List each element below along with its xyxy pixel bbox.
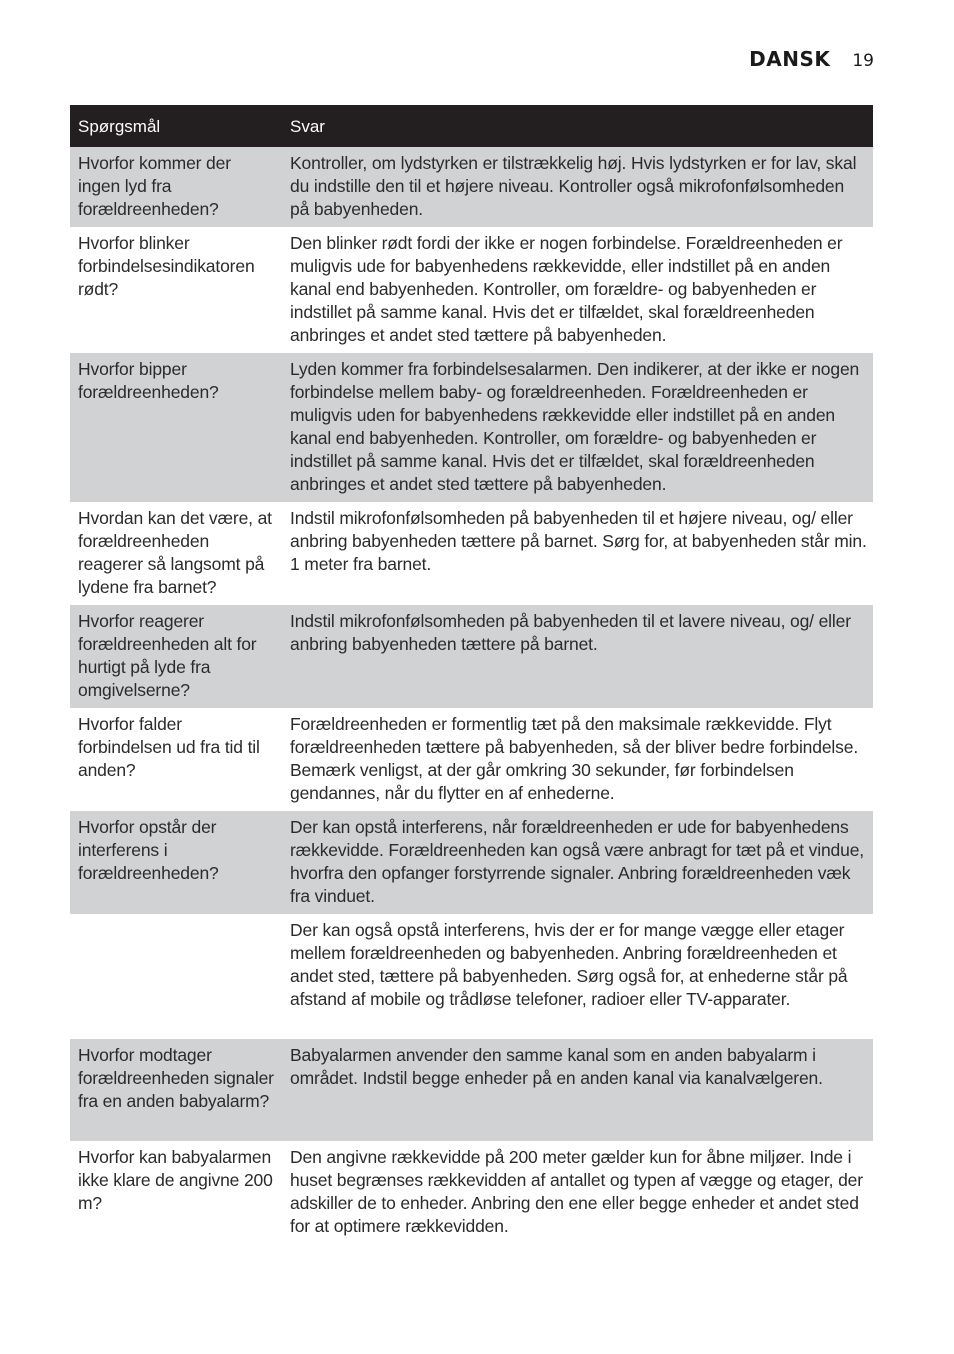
table-row	[70, 605, 873, 708]
table-header-row	[70, 105, 873, 147]
answer-cell: Der kan også opstå interferens, hvis der er for mange vægge eller etager mellem forældreenheden og babyenheden. Anbring forældreenheden et andet sted, tættere på babyenheden. Sørg også for, at enhederne står på afstand af mobile og trådløse telefoner, radioer eller TV-apparater.	[282, 914, 873, 1039]
answer-cell: Forældreenheden er formentlig tæt på den maksimale rækkevidde. Flyt forældreenheden tættere på babyenheden, så der bliver bedre forbindelse. Bemærk venligst, at der går omkring 30 sekunder, før forbindelsen gendannes, når du flytter en af enhederne.	[282, 708, 873, 811]
column-header-question: Spørgsmål	[70, 105, 282, 147]
table-row	[70, 708, 873, 811]
answer-cell: Den blinker rødt fordi der ikke er nogen forbindelse. Forældreenheden er muligvis ude for babyenhedens rækkevidde, eller indstillet på en anden kanal end babyenheden. Kontroller, om forældre- og babyenheden er indstillet på samme kanal. Hvis det er tilfældet, skal forældreenheden anbringes et andet sted tættere på babyenheden.	[282, 227, 873, 353]
table-row	[70, 811, 873, 914]
table-row	[70, 502, 873, 605]
question-cell: Hvorfor opstår der interferens i forældreenheden?	[70, 811, 282, 914]
answer-cell: Den angivne rækkevidde på 200 meter gælder kun for åbne miljøer. Inde i huset begrænses rækkevidden af antallet og typen af vægge og etager, der adskiller de to enheder. Anbring den ene eller begge enheder et andet sted for at optimere rækkevidden.	[282, 1141, 873, 1244]
question-cell: Hvorfor kan babyalarmen ikke klare de angivne 200 m?	[70, 1141, 282, 1244]
answer-cell: Babyalarmen anvender den samme kanal som en anden babyalarm i området. Indstil begge enheder på en anden kanal via kanalvælgeren.	[282, 1039, 873, 1141]
page-number: 19	[852, 51, 874, 71]
answer-cell: Kontroller, om lydstyrken er tilstrækkelig høj. Hvis lydstyrken er for lav, skal du indstille den til et højere niveau. Kontroller også mikrofonfølsomheden på babyenheden.	[282, 147, 873, 227]
table-row	[70, 1039, 873, 1141]
table-row	[70, 914, 873, 1039]
question-cell: Hvorfor modtager forældreenheden signaler fra en anden babyalarm?	[70, 1039, 282, 1141]
table-row	[70, 227, 873, 353]
answer-cell: Indstil mikrofonfølsomheden på babyenheden til et lavere niveau, og/ eller anbring babyenheden tættere på barnet.	[282, 605, 873, 708]
column-header-answer: Svar	[282, 105, 873, 147]
table-row	[70, 353, 873, 502]
question-cell: Hvorfor falder forbindelsen ud fra tid til anden?	[70, 708, 282, 811]
question-cell	[70, 914, 282, 1039]
answer-cell: Der kan opstå interferens, når forældreenheden er ude for babyenhedens rækkevidde. Forældreenheden kan også være anbragt for tæt på et vindue, hvorfra den opfanger forstyrrende signaler. Anbring forældreenheden væk fra vinduet.	[282, 811, 873, 914]
language-label: DANSK	[749, 47, 831, 71]
question-cell: Hvordan kan det være, at forældreenheden reagerer så langsomt på lydene fra barnet?	[70, 502, 282, 605]
table-row	[70, 147, 873, 227]
question-cell: Hvorfor reagerer forældreenheden alt for hurtigt på lyde fra omgivelserne?	[70, 605, 282, 708]
table-row	[70, 1141, 873, 1244]
page-header	[749, 47, 874, 71]
answer-cell: Lyden kommer fra forbindelsesalarmen. Den indikerer, at der ikke er nogen forbindelse mellem baby- og forældreenheden. Forældreenheden er muligvis uden for babyenhedens rækkevidde eller indstillet på en anden kanal end babyenheden. Kontroller, om forældre- og babyenheden er indstillet på samme kanal. Hvis det er tilfældet, skal forældreenheden anbringes et andet sted tættere på babyenheden.	[282, 353, 873, 502]
question-cell: Hvorfor bipper forældreenheden?	[70, 353, 282, 502]
question-cell: Hvorfor blinker forbindelsesindikatoren rødt?	[70, 227, 282, 353]
troubleshooting-table	[70, 105, 873, 1244]
answer-cell: Indstil mikrofonfølsomheden på babyenheden til et højere niveau, og/ eller anbring babyenheden tættere på barnet. Sørg for, at babyenheden står min. 1 meter fra barnet.	[282, 502, 873, 605]
question-cell: Hvorfor kommer der ingen lyd fra forældreenheden?	[70, 147, 282, 227]
